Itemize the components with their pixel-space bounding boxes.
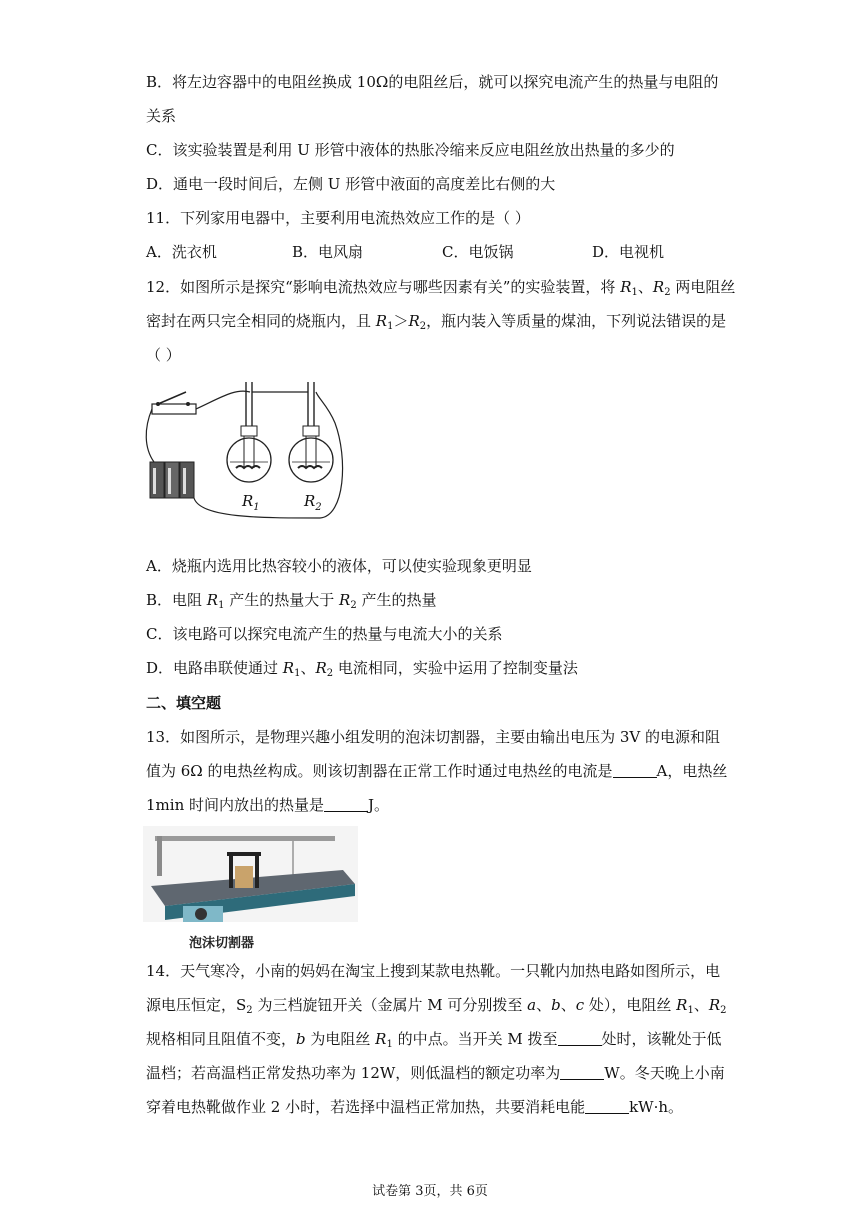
q14-line4: 温档；若高温档正常发热功率为 12W，则低温档的额定功率为 W。冬天晚上小南 (146, 1064, 725, 1082)
flask-r2-icon (289, 382, 333, 482)
q14-line3: 规格相同且阻值不变，b 为电阻丝 $R_1$ 的中点。当开关 M 拨至 处时，该靴处于低 (146, 1030, 722, 1050)
flask-r1-icon (227, 382, 271, 482)
q14-line2: 源电压恒定，$S_2$ 为三档旋钮开关（金属片 M 可分别拨至 a、b、c 处），电阻丝 $R_1$、$R_2$ (146, 996, 727, 1016)
q14-line1: 14．天气寒冷，小南的妈妈在淘宝上搜到某款电热靴。一只靴内加热电路如图所示，电 (146, 962, 721, 980)
q14-line5: 穿着电热靴做作业 2 小时，若选择中温档正常加热，共要消耗电能 kW·h。 (146, 1098, 684, 1116)
q12-option-c: C．该电路可以探究电流产生的热量与电流大小的关系 (146, 625, 503, 643)
q11-option-a: A．洗衣机 (146, 243, 217, 261)
q12-option-d: D．电路串联使通过 $R_1$、$R_2$ 电流相同，实验中运用了控制变量法 (146, 659, 578, 679)
foam-cutter-figure (143, 826, 358, 952)
q11-option-c: C．电饭锅 (442, 243, 514, 261)
q14-blank-energy[interactable] (585, 1099, 629, 1114)
q12-circuit-figure (140, 378, 350, 530)
q10-option-b-line1: B．将左边容器中的电阻丝换成 10Ω的电阻丝后，就可以探究电流产生的热量与电阻的 (146, 73, 719, 91)
q13-blank-heat[interactable] (324, 797, 368, 812)
q11-option-d: D．电视机 (592, 243, 665, 261)
section-title: 二、填空题 (146, 694, 222, 712)
q12-option-b: B．电阻 $R_1$ 产生的热量大于 $R_2$ 产生的热量 (146, 591, 437, 611)
q13-blank-current[interactable] (613, 763, 657, 778)
foam-cutter-caption: 泡沫切割器 (189, 936, 255, 951)
switch-icon (152, 392, 196, 414)
q11-options (146, 242, 746, 262)
q11-stem: 11．下列家用电器中，主要利用电流热效应工作的是（ ） (146, 209, 530, 227)
page-footer: 试卷第 3页，共 6页 (372, 1184, 488, 1199)
q10-option-c: C．该实验装置是利用 U 形管中液体的热胀冷缩来反应电阻丝放出热量的多少的 (146, 141, 675, 159)
q13-line1: 13．如图所示，是物理兴趣小组发明的泡沫切割器，主要由输出电压为 3V 的电源和阻 (146, 728, 721, 746)
battery-icon (150, 462, 194, 498)
q10-option-b-line2: 关系 (146, 107, 177, 125)
q12-stem-line3: （ ） (146, 346, 181, 364)
q12-stem-line2: 密封在两只完全相同的烧瓶内，且 $R_1>R_2$，瓶内装入等质量的煤油，下列说法错误的是 (146, 312, 727, 332)
q13-line3: 1min 时间内放出的热量是 J。 (146, 796, 390, 814)
figure-label-r2: $R_2$ (304, 492, 322, 513)
q14-blank-position[interactable] (558, 1031, 602, 1046)
foam-cutter-image (143, 826, 358, 930)
q12-option-a: A．烧瓶内选用比热容较小的液体，可以使实验现象更明显 (146, 557, 532, 575)
q11-option-b: B．电风扇 (292, 243, 364, 261)
figure-label-r1: $R_1$ (242, 492, 260, 513)
q10-option-d: D．通电一段时间后，左侧 U 形管中液面的高度差比右侧的大 (146, 175, 556, 193)
q12-stem-line1: 12．如图所示是探究“影响电流热效应与哪些因素有关”的实验装置，将 $R_1$、$R_2$ 两电阻丝 (146, 278, 736, 298)
q14-blank-power[interactable] (560, 1065, 604, 1080)
q13-line2: 值为 6Ω 的电热丝构成。则该切割器在正常工作时通过电热丝的电流是 A，电热丝 (146, 762, 728, 780)
